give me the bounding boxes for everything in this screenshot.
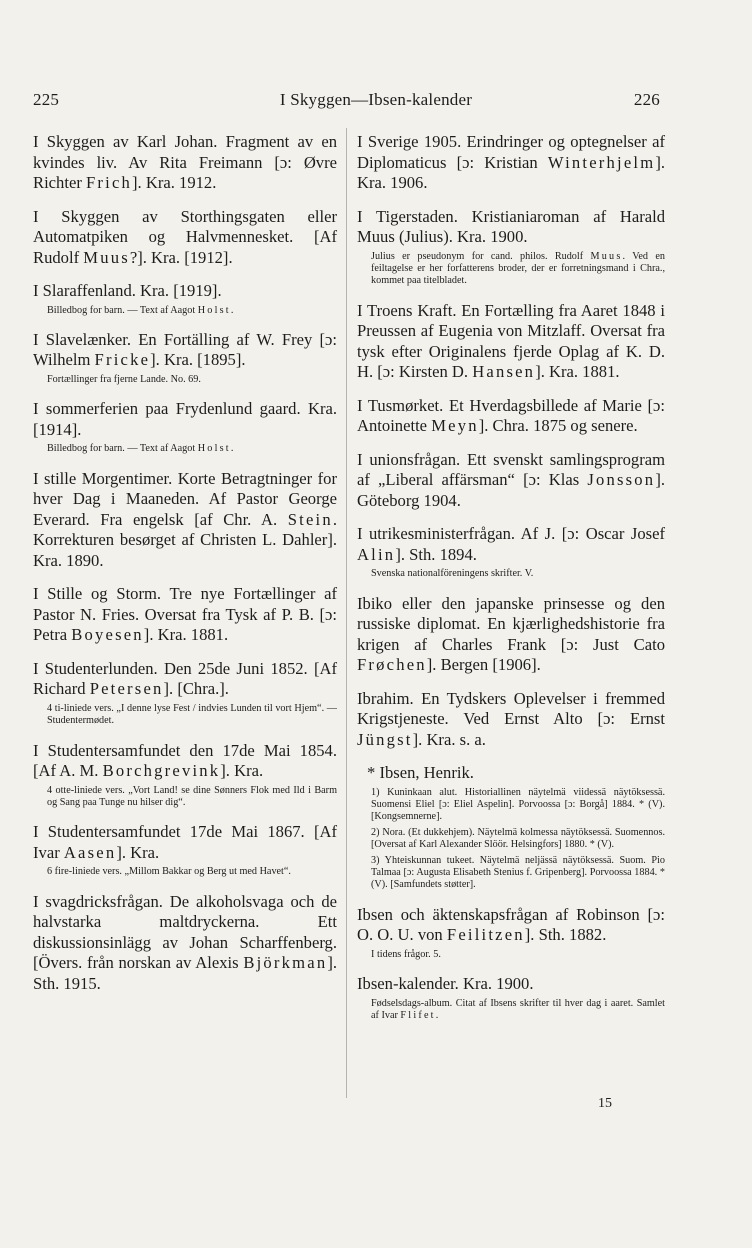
running-title: I Skyggen—Ibsen-kalender xyxy=(279,90,473,109)
left-column xyxy=(33,132,337,1007)
entry-note: Julius er pseudonym for cand. philos. Rudolf xyxy=(371,250,591,262)
entry-text: I Sverige 1905. Erindringer og optegnelser af Diplomaticus [ɔ: Kristian xyxy=(357,132,665,172)
catalog-entry xyxy=(357,974,665,1022)
entry-text-after: ]. Kra. 1881. xyxy=(535,362,620,382)
entry-name-spaced: Feilitzen xyxy=(446,925,525,945)
catalog-entry xyxy=(33,584,337,646)
entry-text: Ibrahim. En Tydskers Oplevelser i fremmed Krigstjeneste. Ved Ernst Alto [ɔ: Ernst xyxy=(357,688,665,729)
entry-text: I sommerferien paa Frydenlund gaard. Kra. [1914]. xyxy=(33,399,337,439)
entry-note-spaced: Flifet xyxy=(400,1010,436,1022)
entry-note: 4 ti-liniede vers. „I denne lyse Fest / indvies Lunden til vort Hjem“. — Studentermødet. xyxy=(47,702,337,727)
column-divider xyxy=(346,128,347,1098)
entry-text-after: ]. Kra. 1906. xyxy=(357,152,665,192)
entry-text: I svagdricksfrågan. De alkoholsvaga och de halvstarka maltdryckerna. Ett diskussionsinlägg av Johan Scharffenberg. [Övers. från norskan av Alexis xyxy=(33,891,337,973)
entry-note: Fortællinger fra fjerne Lande. No. 69. xyxy=(47,373,201,385)
entry-note: Billedbog for barn. — Text af Aagot xyxy=(47,443,198,455)
entry-text-after: ]. Bergen [1906]. xyxy=(426,655,541,675)
entry-note: Svenska nationalföreningens skrifter. V. xyxy=(371,568,534,580)
catalog-entry xyxy=(33,399,337,455)
entry-note-spaced: Muus xyxy=(590,250,623,262)
entry-text-after: ]. Kra. 1881. xyxy=(143,625,229,645)
entry-text: I Skyggen av Storthingsgaten eller Automatpiken og Halvmennesket. [Af Rudolf xyxy=(33,206,337,267)
entry-note-after: . xyxy=(435,1010,439,1022)
entry-text-after: ]. Kra. xyxy=(220,761,264,781)
entry-text: I stille Morgentimer. Korte Betragtninger for hver Dag i Maaneden. Af Pastor George Everard. Fra engelsk [af Chr. A. xyxy=(33,468,337,529)
catalog-entry xyxy=(357,905,665,961)
catalog-entry xyxy=(33,132,337,194)
entry-text-after: ]. Sth. 1894. xyxy=(395,544,477,564)
catalog-entry xyxy=(33,822,337,878)
entry-text-after: ]. Göteborg 1904. xyxy=(357,470,665,510)
entry-text: Ibsen och äktenskapsfrågan af Robinson [ɔ: O. O. U. von xyxy=(357,904,665,945)
catalog-entry xyxy=(33,892,337,995)
entry-note: 6 fire-liniede vers. „Millom Bakkar og Berg ut med Havet“. xyxy=(47,866,291,878)
entry-note-after: . xyxy=(230,443,234,455)
entry-text-after: . Korrekturen besørget af Christen L. Dahler]. Kra. 1890. xyxy=(33,509,337,570)
entry-name-spaced: Muus xyxy=(83,247,130,267)
entry-text: I Stille og Storm. Tre nye Fortællinger af Pastor N. Fries. Oversat fra Tysk af P. B. [ɔ: Petra xyxy=(33,584,337,645)
entry-note-after: . xyxy=(230,304,234,316)
right-page-number: 226 xyxy=(633,90,660,109)
entry-text: I Slavelænker. En Fortälling af W. Frey [ɔ: Wilhelm xyxy=(33,329,337,370)
catalog-entry xyxy=(357,396,665,437)
entry-text-after: ]. Kra. xyxy=(116,842,160,862)
catalog-entry xyxy=(357,689,665,751)
entry-text: I Troens Kraft. En Fortælling fra Aaret 1848 i Preussen af Eugenia von Mitzlaff. Oversat fra tysk efter Originalens fjerde Oplag af K. D. H. [ɔ: Kirsten D. xyxy=(357,300,665,382)
ibsen-note-1: 1) Kuninkaan alut. Historiallinen näytelmä viidessä näytöksessä. Suomensi Eliel [ɔ: Eliel Aspelin]. Porvoossa [ɔ: Borgå] 1884. * (V). [Kongsemnerne]. xyxy=(371,786,665,823)
catalog-entry xyxy=(357,450,665,512)
entry-text-after: ]. Chra. 1875 og senere. xyxy=(478,416,638,436)
entry-text: I Studentersamfundet den 17de Mai 1854. [Af A. M. xyxy=(33,740,337,781)
entry-name-spaced: Borchgrevink xyxy=(102,761,221,781)
entry-text: Ibsen-kalender. Kra. 1900. xyxy=(357,974,534,994)
entry-text-after: ]. Kra. 1912. xyxy=(132,173,217,192)
entry-name-spaced: Fricke xyxy=(94,350,151,370)
entry-text: I Tigerstaden. Kristianiaroman af Harald Muus (Julius). Kra. 1900. xyxy=(357,206,665,246)
entry-name-spaced: Jüngst xyxy=(357,729,413,749)
entry-name-spaced: Aasen xyxy=(63,842,117,862)
entry-note: Fødselsdags-album. Citat af Ibsens skrifter til hver dag i aaret. Samlet af Ivar xyxy=(371,997,665,1022)
entry-name-spaced: Stein xyxy=(287,509,333,529)
entry-name-spaced: Björkman xyxy=(243,953,328,973)
entry-text-after: ]. Sth. 1882. xyxy=(524,925,607,945)
signature-mark: 15 xyxy=(598,1096,612,1111)
entry-text-after: ]. Kra. s. a. xyxy=(412,729,486,749)
entry-text: I Slaraffenland. Kra. [1919]. xyxy=(33,281,222,300)
catalog-entry xyxy=(33,741,337,810)
left-page-number: 225 xyxy=(33,90,60,109)
entry-name-spaced: Hansen xyxy=(472,362,536,382)
entry-name-spaced: Alin xyxy=(357,544,396,564)
ibsen-heading: * Ibsen, Henrik. xyxy=(367,763,474,783)
entry-text: I utrikesministerfrågan. Af J. [ɔ: Oscar Josef xyxy=(357,524,665,544)
catalog-entry xyxy=(33,281,337,317)
entry-text-after: ?]. Kra. [1912]. xyxy=(129,247,233,267)
entry-note: Billedbog for barn. — Text af Aagot xyxy=(47,304,198,316)
entry-text: I unionsfrågan. Ett svenskt samlingsprogram af „Liberal affärsman“ [ɔ: Klas xyxy=(357,449,665,490)
catalog-entry xyxy=(33,330,337,386)
entry-name-spaced: Jonsson xyxy=(587,470,656,490)
entry-note-after: . Ved en feiltagelse er her forfatterens broder, der er forretningsmand i Chra., kommet paa titelbladet. xyxy=(371,250,665,287)
entry-note-spaced: Holst xyxy=(197,443,231,455)
catalog-entry xyxy=(357,132,665,194)
entry-name-spaced: Frich xyxy=(86,173,133,192)
catalog-entry xyxy=(357,207,665,288)
entry-text-after: ]. Sth. 1915. xyxy=(33,953,337,993)
entry-note: I tidens frågor. 5. xyxy=(371,948,441,960)
entry-name-spaced: Winterhjelm xyxy=(547,152,656,172)
entry-text: I Studentersamfundet 17de Mai 1867. [Af Ivar xyxy=(33,822,337,862)
entry-text: Ibiko eller den japanske prinsesse og den russiske diplomat. En kjærlighedshistorie fra krigen af Charles Frank [ɔ: Just Cato xyxy=(357,593,665,654)
right-column xyxy=(357,132,665,1036)
ibsen-block xyxy=(357,763,665,892)
catalog-entry xyxy=(33,659,337,728)
catalog-entry xyxy=(33,469,337,572)
entry-name-spaced: Petersen xyxy=(89,679,164,699)
entry-text-after: ]. Kra. [1895]. xyxy=(150,350,246,370)
catalog-entry xyxy=(357,301,665,383)
catalog-entry xyxy=(33,207,337,269)
catalog-entry xyxy=(357,594,665,676)
catalog-entry xyxy=(357,524,665,580)
entry-note-spaced: Holst xyxy=(197,304,231,316)
entry-name-spaced: Frøchen xyxy=(357,655,427,675)
ibsen-note-3: 3) Yhteiskunnan tukeet. Näytelmä neljässä näytöksessä. Suom. Pio Talmaa [ɔ: Augusta Elisabeth Stenius f. Gripenberg]. Porvoossa 1884. * (V). [Samfundets støtter]. xyxy=(371,854,665,891)
entry-name-spaced: Boyesen xyxy=(71,625,144,645)
entry-text: I Studenterlunden. Den 25de Juni 1852. [Af Richard xyxy=(33,658,337,699)
entry-text: I Skyggen av Karl Johan. Fragment av en kvindes liv. Av Rita Freimann [ɔ: Øvre Richter xyxy=(33,132,337,192)
entry-text: I Tusmørket. Et Hverdagsbillede af Marie [ɔ: Antoinette xyxy=(357,395,665,436)
ibsen-note-2: 2) Nora. (Et dukkehjem). Näytelmä kolmessa näytöksessä. Suomennos. [Oversat af Karl Alexander Slöör. Helsingfors] 1880. * (V). xyxy=(371,826,665,851)
entry-name-spaced: Meyn xyxy=(431,416,479,436)
entry-note: 4 otte-liniede vers. „Vort Land! se dine Sønners Flok med Ild i Barm og Sang paa Tunge nu hilser dig“. xyxy=(47,784,337,808)
entry-text-after: ]. [Chra.]. xyxy=(163,679,229,699)
